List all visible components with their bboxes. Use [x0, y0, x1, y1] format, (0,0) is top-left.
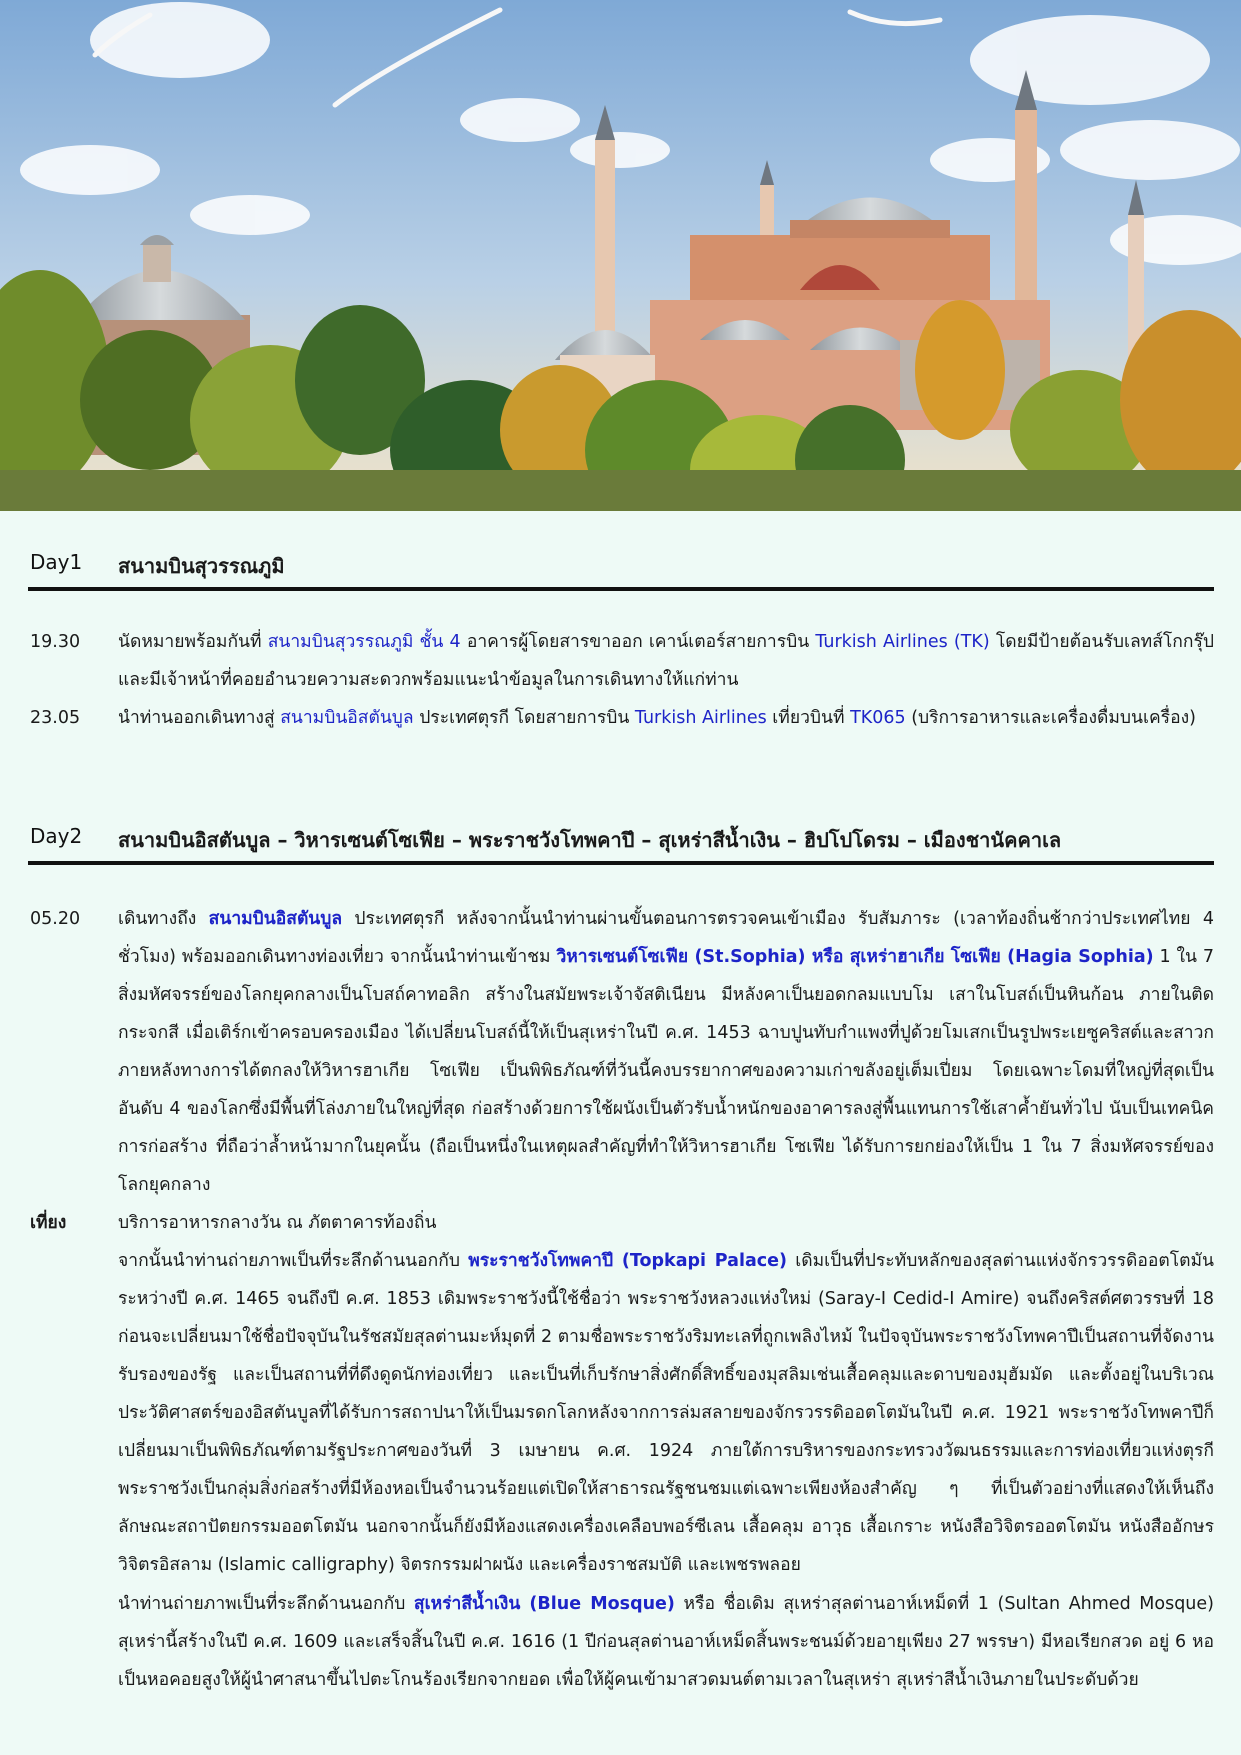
airline-highlight: Turkish Airlines (TK) — [815, 632, 990, 652]
itinerary-text: เดินทางถึง สนามบินอิสตันบูล ประเทศตุรกี หลังจากนั้นนำท่านผ่านขั้นตอนการตรวจคนเข้าเมือง รับสัมภาระ (เวลาท้องถิ่นช้ากว่าประเทศไทย 4 ชั่วโมง) พร้อมออกเดินทางท่องเที่ยว จากนั้นนำท่านเข้าชม วิหารเซนต์โซเฟีย (St.Sophia) หรือ สุเหร่าฮาเกีย โซเฟีย (Hagia Sophia) 1 ใน 7 สิ่งมหัศจรรย์ของโลกยุคกลางเป็นโบสถ์คาทอลิก สร้างในสมัยพระเจ้าจัสติเนียน มีหลังคาเป็นยอดกลมแบบโม เสาในโบสถ์เป็นหินก้อน ภายในติดกระจกสี เมื่อเติร์กเข้าครอบครองเมือง ได้เปลี่ยนโบสถ์นี้ให้เป็นสุเหร่าในปี ค.ศ. 1453 ฉาบปูนทับกำแพงที่ปูด้วยโมเสกเป็นรูปพระเยซูคริสต์และสาวก ภายหลังทางการได้ตกลงให้วิหารฮาเกีย โซเฟีย เป็นพิพิธภัณฑ์ที่วันนี้คงบรรยากาศของความเก่าขลังอยู่เต็มเปี่ยม โดยเฉพาะโดมที่ใหญ่ที่สุดเป็นอันดับ 4 ของโลกซึ่งมีพื้นที่โล่งภายในใหญ่ที่สุด ก่อสร้างด้วยการใช้ผนังเป็นตัวรับน้ำหนักของอาคารลงสู่พื้นแทนการใช้เสาค้ำยันทั่วไป นับเป็นเทคนิคการก่อสร้าง ที่ถือว่าล้ำหน้ามากในยุคนั้น (ถือเป็นหนึ่งในเหตุผลสำคัญที่ทำให้วิหารฮาเกีย โซเฟีย ได้รับการยกย่องให้เป็น 1 ใน 7 สิ่งมหัศจรรย์ของโลกยุคกลาง — [118, 909, 1214, 1195]
hagia-sophia-highlight: วิหารเซนต์โซเฟีย (St.Sophia) หรือ สุเหร่าฮาเกีย โซเฟีย (Hagia Sophia) — [556, 947, 1154, 967]
lunch-text: บริการอาหารกลางวัน ณ ภัตตาคารท้องถิ่น — [118, 1213, 437, 1233]
airport-highlight: สนามบินอิสตันบูล — [280, 708, 414, 728]
day2-label: Day2 — [30, 824, 83, 848]
day1-item-2305 — [28, 699, 1214, 737]
topkapi-highlight: พระราชวังโทพคาปึ (Topkapi Palace) — [468, 1251, 788, 1271]
flight-highlight: TK065 — [850, 708, 906, 728]
airline-highlight: Turkish Airlines — [634, 708, 767, 728]
airport-highlight: สนามบินอิสตันบูล — [208, 909, 343, 929]
airport-highlight: สนามบินสุวรรณภูมิ ชั้น 4 — [267, 632, 461, 652]
day1-divider — [28, 587, 1214, 591]
day2-blue-mosque — [28, 1585, 1214, 1699]
day2-title: สนามบินอิสตันบูล – วิหารเซนต์โซเฟีย – พระราชวังโทพคาปึ – สุเหร่าสีน้ำเงิน – ฮิปโปโดรม – เมืองชานัคคาเล — [118, 828, 1062, 852]
time-label: เที่ยง — [30, 1213, 67, 1233]
time-label: 23.05 — [30, 708, 81, 728]
day1-item-1930 — [28, 623, 1214, 699]
day2-topkapi — [28, 1242, 1214, 1584]
itinerary-text: นำท่านถ่ายภาพเป็นที่ระลึกด้านนอกกับ สุเหร่าสีน้ำเงิน (Blue Mosque) หรือ ชื่อเดิม สุเหร่าสุลต่านอาห์เหม็ดที่ 1 (Sultan Ahmed Mosque) สุเหร่านี้สร้างในปี ค.ศ. 1609 และเสร็จสิ้นในปี ค.ศ. 1616 (1 ปีก่อนสุลต่านอาห์เหม็ดสิ้นพระชนม์ด้วยอายุเพียง 27 พรรษา) มีหอเรียกสวด อยู่ 6 หอ เป็นหอคอยสูงให้ผู้นำศาสนาขึ้นไปตะโกนร้องเรียกจากยอด เพื่อให้ผู้คนเข้ามาสวดมนต์ตามเวลาในสุเหร่า สุเหร่าสีน้ำเงินภายในประดับด้วย — [118, 1594, 1214, 1690]
day2-divider — [28, 861, 1214, 865]
day2-lunch — [28, 1204, 1214, 1242]
hero-image — [0, 0, 1241, 511]
day2-item-0520 — [28, 900, 1214, 1204]
itinerary-text: นัดหมายพร้อมกันที่ สนามบินสุวรรณภูมิ ชั้น 4 อาคารผู้โดยสารขาออก เคาน์เตอร์สายการบิน Turkish Airlines (TK) โดยมีป้ายต้อนรับเลทส์โกกรุ๊ป และมีเจ้าหน้าที่คอยอำนวยความสะดวกพร้อมแนะนำข้อมูลในการเดินทางให้แก่ท่าน — [118, 632, 1214, 690]
itinerary-text: นำท่านออกเดินทางสู่ สนามบินอิสตันบูล ประเทศตุรกี โดยสายการบิน Turkish Airlines เที่ยวบินที่ TK065 (บริการอาหารและเครื่องดื่มบนเครื่อง) — [118, 708, 1196, 728]
time-label: 19.30 — [30, 632, 81, 652]
day1-label: Day1 — [30, 550, 83, 574]
itinerary-text: จากนั้นนำท่านถ่ายภาพเป็นที่ระลึกด้านนอกกับ พระราชวังโทพคาปึ (Topkapi Palace) เดิมเป็นที่ประทับหลักของสุลต่านแห่งจักรวรรดิออตโตมัน ระหว่างปี ค.ศ. 1465 จนถึงปี ค.ศ. 1853 เดิมพระราชวังนี้ใช้ชื่อว่า พระราชวังหลวงแห่งใหม่ (Saray-I Cedid-I Amire) จนถึงคริสต์ศตวรรษที่ 18 ก่อนจะเปลี่ยนมาใช้ชื่อปัจจุบันในรัชสมัยสุลต่านมะห์มุดที่ 2 ตามชื่อพระราชวังริมทะเลที่ถูกเพลิงไหม้ ในปัจจุบันพระราชวังโทพคาปึเป็นสถานที่จัดงานรับรองของรัฐ และเป็นสถานที่ที่ดึงดูดนักท่องเที่ยว และเป็นที่เก็บรักษาสิ่งศักดิ์สิทธิ์ของมุสลิมเช่นเสื้อคลุมและดาบของมุฮัมมัด และตั้งอยู่ในบริเวณประวัติศาสตร์ของอิสตันบูลที่ได้รับการสถาปนาให้เป็นมรดกโลกหลังจากการล่มสลายของจักรวรรดิออตโตมันในปี ค.ศ. 1921 พระราชวังโทพคาปึก็เปลี่ยนมาเป็นพิพิธภัณฑ์ตามรัฐประกาศของวันที่ 3 เมษายน ค.ศ. 1924 ภายใต้การบริหารของกระทรวงวัฒนธรรมและการท่องเที่ยวแห่งตุรกี พระราชวังเป็นกลุ่มสิ่งก่อสร้างที่มีห้องหอเป็นจำนวนร้อยแต่เปิดให้สาธารณรัฐชนชมแต่เฉพาะเพียงห้องสำคัญ ๆ ที่เป็นตัวอย่างที่แสดงให้เห็นถึงลักษณะสถาปัตยกรรมออตโตมัน นอกจากนั้นก็ยังมีห้องแสดงเครื่องเคลือบพอร์ซีเลน เสื้อคลุม อาวุธ เสื้อเกราะ หนังสือวิจิตรออตโตมัน หนังสืออักษรวิจิตรอิสลาม (Islamic calligraphy) จิตรกรรมฝาผนัง และเครื่องราชสมบัติ และเพชรพลอย — [118, 1251, 1214, 1575]
time-label: 05.20 — [30, 909, 81, 929]
hagia-sophia-photo — [0, 0, 1241, 511]
blue-mosque-highlight: สุเหร่าสีน้ำเงิน (Blue Mosque) — [413, 1594, 675, 1614]
day1-title: สนามบินสุวรรณภูมิ — [118, 554, 285, 578]
